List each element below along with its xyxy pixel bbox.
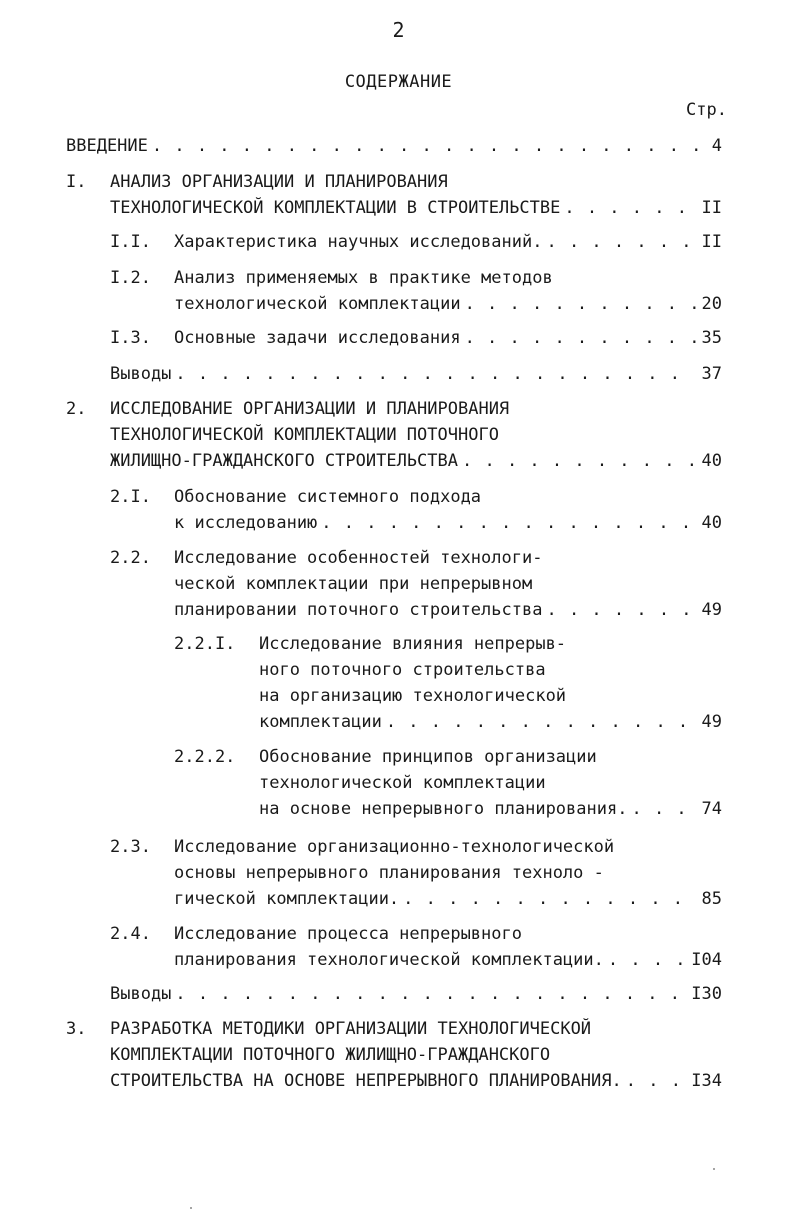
toc-entry-text: на основе непрерывного планирования. <box>259 799 628 819</box>
dot-leader <box>458 448 696 474</box>
toc-entry <box>110 265 722 317</box>
toc-entry-text: ВВЕДЕНИЕ <box>66 136 148 156</box>
toc-entry-text: АНАЛИЗ ОРГАНИЗАЦИИ И ПЛАНИРОВАНИЯ <box>110 172 448 192</box>
toc-entry-line <box>174 545 722 571</box>
toc-entry-line <box>110 361 722 387</box>
toc-entry-line <box>259 796 722 822</box>
dot-leader <box>604 947 685 973</box>
toc-entry-line <box>174 886 722 912</box>
dot-leader <box>627 796 695 822</box>
toc-entry-text: Обоснование принципов организации <box>259 747 597 767</box>
toc-entry-line <box>174 484 722 510</box>
toc-entry-text: основы непрерывного планирования техноло - <box>174 863 604 883</box>
dot-leader <box>171 361 695 387</box>
toc-entry-text: на организацию технологической <box>259 686 567 706</box>
toc-page-number: I30 <box>691 984 722 1004</box>
toc-entry <box>66 1016 722 1094</box>
dot-leader <box>560 195 695 221</box>
toc-entry-line <box>259 683 722 709</box>
toc-entry-number: I.3. <box>110 328 151 348</box>
scan-speck <box>713 1168 715 1170</box>
toc-entry-line <box>110 169 722 195</box>
toc-entry-line <box>110 1042 722 1068</box>
dot-leader <box>461 325 696 351</box>
dot-leader <box>382 709 696 735</box>
toc-entry <box>110 325 722 351</box>
toc-entry-number: I.2. <box>110 268 151 288</box>
toc-entry <box>66 169 722 221</box>
toc-page-number: 40 <box>701 451 722 471</box>
toc-entry-text: комплектации <box>259 712 382 732</box>
toc-entry-line <box>174 510 722 536</box>
toc-entry <box>110 545 722 623</box>
toc-entry-text: ного поточного строительства <box>259 660 546 680</box>
dot-leader <box>542 597 695 623</box>
toc-page-number: 40 <box>701 513 722 533</box>
page-title: СОДЕРЖАНИЕ <box>344 72 453 92</box>
toc-entry-text: ТЕХНОЛОГИЧЕСКОЙ КОМПЛЕКТАЦИИ В СТРОИТЕЛЬСТВЕ <box>110 198 561 218</box>
toc-entry-line <box>259 770 722 796</box>
toc-entry-line <box>110 422 722 448</box>
toc-entry-line <box>110 981 722 1007</box>
toc-entry-text: ческой комплектации при непрерывном <box>174 574 533 594</box>
toc-entry-line <box>259 744 722 770</box>
toc-entry-text: Исследование особенностей технологи- <box>174 548 543 568</box>
toc-entry-line <box>110 195 722 221</box>
toc-entry-text: Выводы <box>110 984 172 1004</box>
toc-entry <box>110 484 722 536</box>
toc-entry <box>110 361 722 387</box>
toc-entry-line <box>110 1068 722 1094</box>
toc-entry-line <box>259 631 722 657</box>
dot-leader <box>148 133 706 159</box>
toc-entry <box>110 981 722 1007</box>
toc-entry <box>110 229 722 255</box>
toc-entry-number: 2.2. <box>110 548 151 568</box>
dot-leader <box>317 510 695 536</box>
toc-entry-text: Обоснование системного подхода <box>174 487 482 507</box>
toc-entry <box>66 396 722 474</box>
toc-entry-text: Исследование процесса непрерывного <box>174 924 522 944</box>
toc-page-number: 35 <box>701 328 722 348</box>
toc-entry-text: ЖИЛИЩНО-ГРАЖДАНСКОГО СТРОИТЕЛЬСТВА <box>110 451 458 471</box>
toc-entry-text: планировании поточного строительства <box>174 600 543 620</box>
toc-page-number: 74 <box>701 799 722 819</box>
toc-entry-text: ТЕХНОЛОГИЧЕСКОЙ КОМПЛЕКТАЦИИ ПОТОЧНОГО <box>110 425 499 445</box>
toc-entry-text: гической комплектации. <box>174 889 400 909</box>
page-number: 2 <box>392 18 405 42</box>
toc-entry-text: ИССЛЕДОВАНИЕ ОРГАНИЗАЦИИ И ПЛАНИРОВАНИЯ <box>110 399 510 419</box>
toc-entry-number: 2.2.2. <box>174 747 236 767</box>
toc-entry <box>110 834 722 912</box>
toc-entry-line <box>259 709 722 735</box>
toc-page-number: 20 <box>701 294 722 314</box>
toc-page-number: 85 <box>701 889 722 909</box>
toc-entry-line <box>174 229 722 255</box>
page-column-label: Стр. <box>686 100 727 120</box>
toc-entry-number: 2. <box>66 399 87 419</box>
toc-entry-number: 2.2.I. <box>174 634 236 654</box>
toc-entry-text: планирования технологической комплектации. <box>174 950 604 970</box>
toc-entry-text: технологической комплектации <box>174 294 461 314</box>
toc-entry <box>174 631 722 735</box>
toc-entry-line <box>174 265 722 291</box>
toc-entry-text: Характеристика научных исследований. <box>174 232 543 252</box>
toc-entry-line <box>174 834 722 860</box>
toc-page-number: II <box>701 198 722 218</box>
toc-entry-line <box>66 133 722 159</box>
toc-entry-text: Исследование организационно-технологической <box>174 837 615 857</box>
toc-entry-line <box>259 657 722 683</box>
toc-page-number: 37 <box>701 364 722 384</box>
toc-entry-line <box>110 448 722 474</box>
toc-entry <box>110 921 722 973</box>
toc-entry <box>174 744 722 822</box>
toc-entry-text: Исследование влияния непрерыв- <box>259 634 567 654</box>
toc-entry-text: РАЗРАБОТКА МЕТОДИКИ ОРГАНИЗАЦИИ ТЕХНОЛОГИЧЕСКОЙ <box>110 1019 592 1039</box>
toc-entry-line <box>174 921 722 947</box>
dot-leader <box>399 886 695 912</box>
dot-leader <box>461 291 696 317</box>
toc-page-number: 4 <box>711 136 722 156</box>
toc-page-number: 49 <box>701 600 722 620</box>
dot-leader <box>171 981 685 1007</box>
toc-entry-text: Анализ применяемых в практике методов <box>174 268 553 288</box>
toc-entry-line <box>174 325 722 351</box>
toc-entry-number: 2.3. <box>110 837 151 857</box>
dot-leader <box>542 229 695 255</box>
toc-entry-line <box>174 291 722 317</box>
toc-entry-line <box>174 860 722 886</box>
toc-entry-line <box>110 396 722 422</box>
toc-entry-text: Основные задачи исследования <box>174 328 461 348</box>
toc-entry-line <box>174 571 722 597</box>
toc-entry-text: технологической комплектации <box>259 773 546 793</box>
toc-entry-line <box>174 947 722 973</box>
toc-entry-line <box>174 597 722 623</box>
toc-entry-number: 2.I. <box>110 487 151 507</box>
toc-page-number: II <box>701 232 722 252</box>
toc-entry-number: I. <box>66 172 87 192</box>
toc-entry-text: Выводы <box>110 364 172 384</box>
toc-entry-text: к исследованию <box>174 513 318 533</box>
toc-page-number: 49 <box>701 712 722 732</box>
toc-page-number: I04 <box>691 950 722 970</box>
toc-page-number: I34 <box>691 1071 722 1091</box>
toc-entry-text: СТРОИТЕЛЬСТВА НА ОСНОВЕ НЕПРЕРЫВНОГО ПЛАНИРОВАНИЯ. <box>110 1071 622 1091</box>
scan-speck <box>190 1207 192 1209</box>
toc-entry-number: I.I. <box>110 232 151 252</box>
toc-entry-text: КОМПЛЕКТАЦИИ ПОТОЧНОГО ЖИЛИЩНО-ГРАЖДАНСКОГО <box>110 1045 551 1065</box>
toc-entry-line <box>110 1016 722 1042</box>
dot-leader <box>622 1068 686 1094</box>
toc-entry-number: 2.4. <box>110 924 151 944</box>
toc-entry <box>66 133 722 159</box>
toc-entry-number: 3. <box>66 1019 87 1039</box>
